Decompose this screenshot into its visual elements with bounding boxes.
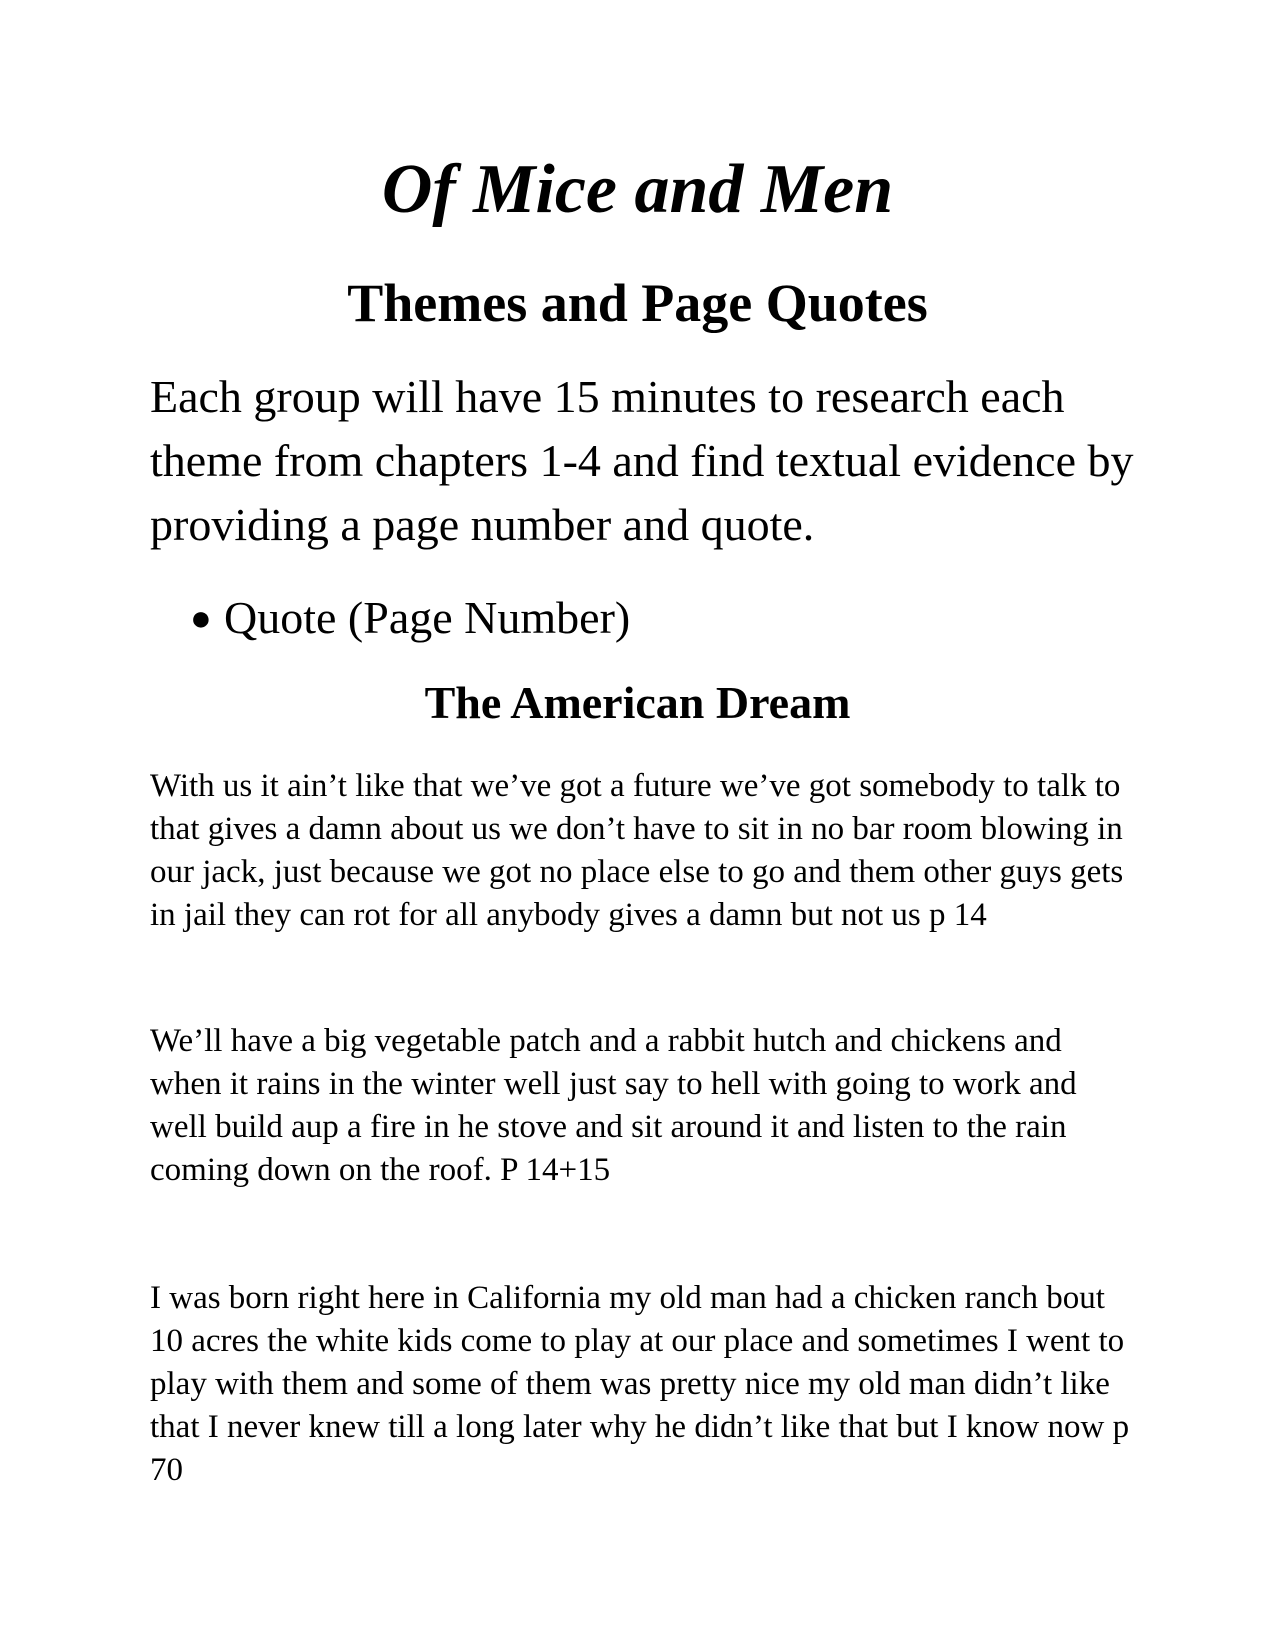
quote-paragraph: I was born right here in California my old man had a chicken ranch bout 10 acres the white kids come to play at our place and sometimes I went to play with them and some of them was pretty nice my old man didn’t like that I never knew till a long later why he didn’t like that but I know now p 70: [150, 1280, 1130, 1488]
theme-heading: The American Dream: [424, 677, 851, 728]
bullet-text: Quote (Page Number): [224, 592, 631, 643]
bullet-icon: ●: [190, 598, 212, 638]
document-title: Of Mice and Men: [381, 151, 894, 228]
quote-paragraph: With us it ain’t like that we’ve got a future we’ve got somebody to talk to that gives a damn about us we don’t have to sit in no bar room blowing in our jack, just because we got no place else to go and them other guys gets in jail they can rot for all anybody gives a damn but not us p 14: [150, 768, 1124, 933]
quote-paragraph: We’ll have a big vegetable patch and a rabbit hutch and chickens and when it rains in the winter well just say to hell with going to work and well build aup a fire in he stove and sit around it and listen to the rain coming down on the roof. P 14+15: [150, 1023, 1077, 1188]
format-bullet-list: [150, 588, 1150, 648]
instructions-paragraph: Each group will have 15 minutes to research each theme from chapters 1-4 and find textual evidence by providing a page number and quote.: [150, 371, 1134, 550]
list-item: [150, 588, 1150, 648]
document-subtitle: Themes and Page Quotes: [347, 273, 928, 333]
